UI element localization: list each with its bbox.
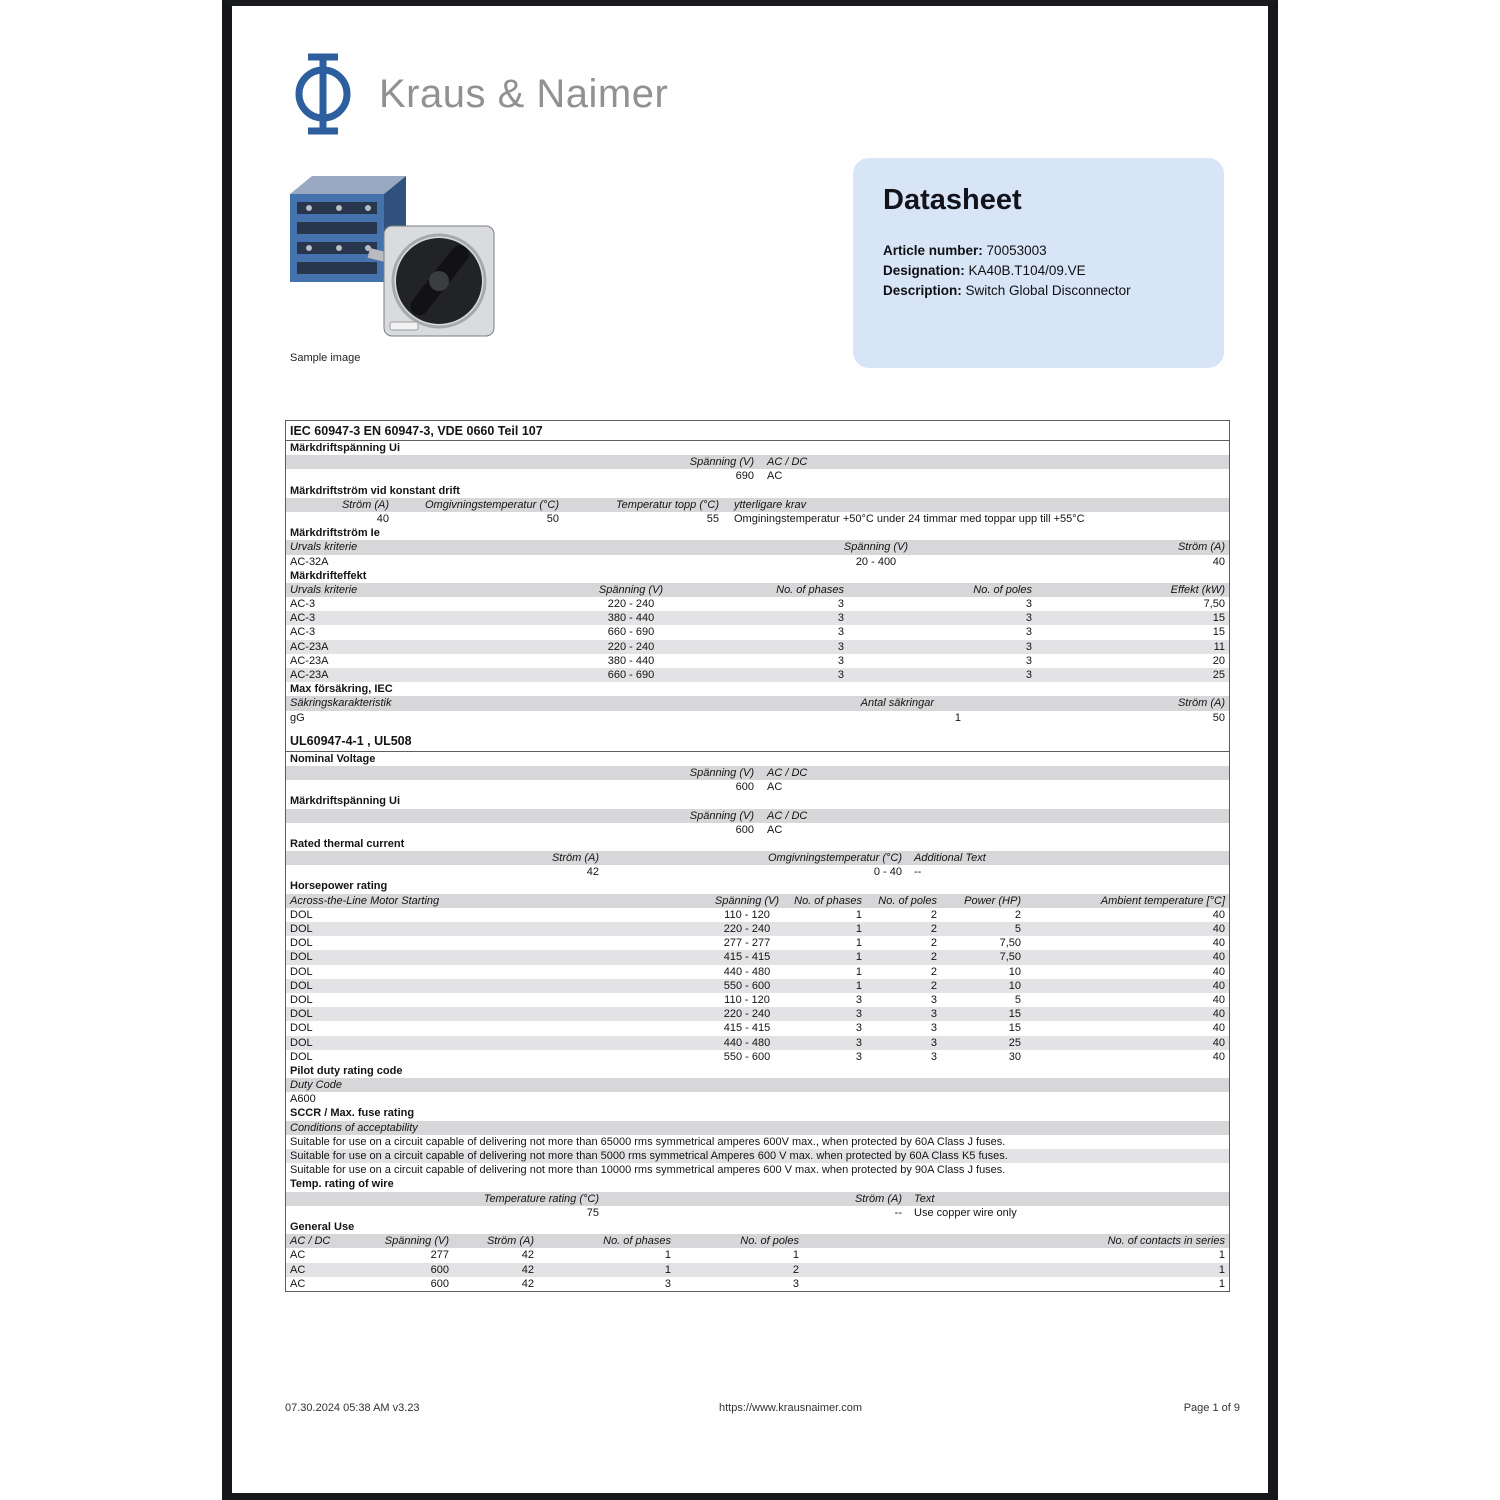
col-header: AC / DC (290, 1235, 331, 1248)
cell: 3 (664, 1277, 671, 1290)
cell: 600 (735, 781, 754, 794)
col-header: Spänning (V) (689, 766, 754, 779)
cell: 42 (521, 1249, 534, 1262)
col-header: Additional Text (914, 852, 986, 865)
sccr-condition-row (286, 1149, 1229, 1163)
cell: 1 (855, 965, 862, 978)
cell: 380 - 440 (607, 654, 655, 667)
col-header: Spänning (V) (384, 1235, 449, 1248)
effekt-row (286, 597, 1229, 611)
cell: 2 (930, 923, 937, 935)
cell: 10 (1008, 979, 1021, 992)
col-header: Ström (A) (1177, 697, 1225, 710)
section-heading-markdriftstrom-ie (286, 526, 1229, 540)
heading-label: Nominal Voltage (290, 752, 376, 765)
title-label: IEC 60947-3 EN 60947-3, VDE 0660 Teil 107 (290, 424, 543, 438)
cell: 11 (1213, 640, 1225, 653)
col-header: No. of poles (878, 894, 937, 907)
cell: 690 (735, 470, 754, 483)
col-header: Text (914, 1192, 935, 1205)
cell: 2 (930, 937, 937, 950)
sccr-rows (286, 1135, 1229, 1178)
cell: 3 (837, 669, 844, 681)
brand-name: Kraus & Naimer (379, 71, 669, 116)
effekt-row (286, 625, 1229, 639)
column-header-row (286, 809, 1229, 823)
cell: 2 (1014, 908, 1021, 921)
cell: 3 (855, 1008, 862, 1021)
cell: 3 (1025, 669, 1032, 681)
cell: 42 (586, 866, 599, 879)
cell: 42 (521, 1277, 534, 1290)
website-link[interactable]: https://www.krausnaimer.com (719, 1402, 863, 1414)
section-heading-rated-thermal (286, 837, 1229, 851)
general-use-rows (286, 1248, 1229, 1291)
cell: 50 (546, 512, 559, 525)
cell: 5 (1014, 993, 1021, 1006)
cell: 40 (1212, 923, 1225, 935)
horsepower-row (286, 1050, 1229, 1064)
horsepower-row (286, 1036, 1229, 1050)
col-header: Ström (A) (486, 1235, 534, 1248)
column-header-row (286, 540, 1229, 554)
cell: DOL (290, 993, 313, 1006)
col-header: Spänning (V) (689, 809, 754, 822)
cell: 40 (1212, 1036, 1225, 1049)
sccr-condition-row (286, 1163, 1229, 1177)
cell: DOL (290, 965, 313, 978)
cell: 3 (1025, 640, 1032, 653)
cell: 415 - 415 (723, 951, 771, 964)
cell: Use copper wire only (914, 1206, 1017, 1219)
cell: DOL (290, 1036, 313, 1049)
value-row (286, 865, 1229, 879)
column-header-row (286, 1234, 1229, 1248)
cell: 1 (1218, 1263, 1225, 1276)
col-header: Spänning (V) (714, 894, 780, 907)
cell: Omginingstemperatur +50°C under 24 timmar med toppar upp till +55°C (734, 512, 1085, 525)
horsepower-row (286, 965, 1229, 979)
cell: 40 (1212, 979, 1225, 992)
section-heading-markdriftspanning-ui (286, 441, 1229, 455)
cell: 3 (1025, 598, 1032, 611)
cell: 40 (376, 512, 389, 525)
col-header: No. of phases (603, 1235, 671, 1248)
heading-label: Temp. rating of wire (290, 1178, 394, 1191)
cell: 40 (1212, 965, 1225, 978)
horsepower-row (286, 1007, 1229, 1021)
article-number-field (883, 241, 1194, 261)
cell: AC-3 (290, 612, 316, 625)
cell: 75 (586, 1206, 599, 1219)
cell: AC (290, 1249, 306, 1262)
cell: 1 (855, 951, 862, 964)
heading-label: Märkdriftspänning Ui (290, 442, 401, 454)
cell: 55 (706, 512, 719, 525)
cell: AC-23A (290, 669, 329, 681)
cell: 40 (1212, 993, 1225, 1006)
cell: 660 - 690 (607, 669, 655, 681)
cell: 2 (792, 1263, 799, 1276)
horsepower-row (286, 1021, 1229, 1035)
col-header: Temperatur topp (°C) (615, 498, 719, 511)
col-header: Ström (A) (1177, 541, 1225, 554)
horsepower-row (286, 993, 1229, 1007)
cell: AC (767, 823, 783, 836)
cell: 15 (1212, 612, 1225, 625)
description-label: Description: (883, 283, 962, 298)
col-header: No. of phases (794, 894, 862, 907)
cell: 3 (837, 598, 844, 611)
cell: 3 (1025, 626, 1032, 639)
cell: 40 (1212, 555, 1225, 568)
cell: 1 (1218, 1249, 1225, 1262)
article-number-value: 70053003 (986, 243, 1047, 258)
cell: 415 - 415 (723, 1022, 771, 1035)
col-header: Temperature rating (°C) (483, 1192, 599, 1205)
cell: 1 (855, 908, 862, 921)
heading-label: Pilot duty rating code (290, 1064, 403, 1077)
sccr-condition-row (286, 1135, 1229, 1149)
cell: -- (894, 1206, 902, 1219)
col-header: AC / DC (767, 766, 808, 779)
cell: 40 (1212, 1050, 1225, 1063)
cell: 1 (664, 1249, 671, 1262)
cell: 550 - 600 (723, 1050, 771, 1063)
designation-field (883, 261, 1194, 281)
column-header-row (286, 1192, 1229, 1206)
cell: 15 (1008, 1008, 1021, 1021)
cell: 1 (1218, 1277, 1225, 1290)
col-header: Spänning (V) (689, 456, 754, 469)
cell: 3 (855, 1036, 862, 1049)
cell: 380 - 440 (607, 612, 655, 625)
cell: 7,50 (999, 951, 1021, 964)
cell: 440 - 480 (723, 1036, 771, 1049)
brand-logo-phi-icon (287, 52, 359, 136)
cell: Suitable for use on a circuit capable of delivering not more than 65000 rms symmetrical amperes 600V max., when protected by 60A Class J fuses. (290, 1135, 1006, 1148)
horsepower-rows (286, 908, 1229, 1064)
heading-label: Max försäkring, IEC (290, 683, 393, 696)
cell: 600 (430, 1263, 449, 1276)
cell: 2 (930, 908, 937, 921)
value-row (286, 823, 1229, 837)
cell: 1 (792, 1249, 799, 1262)
heading-label: SCCR / Max. fuse rating (290, 1107, 415, 1120)
cell: 660 - 690 (607, 626, 655, 639)
heading-label: Märkdriftström Ie (290, 527, 380, 540)
col-header: AC / DC (767, 456, 808, 469)
page-number: Page 1 of 9 (1183, 1402, 1240, 1414)
col-header: AC / DC (767, 809, 808, 822)
cell: 3 (1025, 612, 1032, 625)
column-header-row (286, 851, 1229, 865)
column-header-row (286, 1121, 1229, 1135)
cell: 1 (855, 979, 862, 992)
cell: 3 (930, 1050, 937, 1063)
cell: 3 (855, 1022, 862, 1035)
article-number-label: Article number: (883, 243, 983, 258)
cell: AC-32A (290, 555, 329, 568)
cell: 110 - 120 (724, 993, 770, 1006)
section-heading-horsepower (286, 879, 1229, 893)
effekt-row (286, 640, 1229, 654)
datasheet-page (232, 6, 1268, 1493)
col-header: No. of poles (740, 1235, 799, 1248)
cell: 277 - 277 (723, 937, 771, 950)
cell: AC (767, 781, 783, 794)
cell: 1 (855, 937, 862, 950)
cell: 1 (664, 1263, 671, 1276)
cell: 110 - 120 (724, 908, 770, 921)
cell: 40 (1212, 1022, 1225, 1035)
cell: 5 (1014, 923, 1021, 935)
cell: Suitable for use on a circuit capable of delivering not more than 5000 rms symmetrical Amperes 600 V max. when protected by 60A Class K5 fuses. (290, 1150, 1008, 1162)
datasheet-card (853, 158, 1224, 368)
designation-label: Designation: (883, 263, 965, 278)
col-header: Omgivningstemperatur (°C) (425, 498, 559, 511)
value-row (286, 1092, 1229, 1106)
heading-label: Märkdriftström vid konstant drift (290, 484, 460, 497)
cell: DOL (290, 937, 313, 950)
cell: 42 (521, 1263, 534, 1276)
value-row (286, 711, 1229, 725)
section-heading-konstant-drift (286, 484, 1229, 498)
page-footer (232, 1402, 1268, 1418)
section-heading-nominal-voltage (286, 752, 1229, 766)
cell: 440 - 480 (723, 965, 771, 978)
cell: 10 (1008, 965, 1021, 978)
cell: AC-3 (290, 598, 316, 611)
cell: 20 - 400 (855, 555, 897, 568)
cell: AC (290, 1263, 306, 1276)
cell: -- (914, 866, 922, 879)
cell: 40 (1212, 937, 1225, 950)
cell: 600 (735, 823, 754, 836)
heading-label: General Use (290, 1220, 355, 1233)
cell: 3 (930, 993, 937, 1006)
col-header: Antal säkringar (860, 697, 934, 710)
cell: gG (290, 711, 305, 724)
col-header: No. of contacts in series (1107, 1235, 1225, 1248)
cell: AC (290, 1277, 306, 1290)
section-heading-pilot-duty (286, 1064, 1229, 1078)
heading-label: Märkdriftspänning Ui (290, 795, 401, 808)
column-header-row (286, 1078, 1229, 1092)
col-header: Spänning (V) (843, 541, 909, 554)
cell: 3 (837, 612, 844, 625)
section-heading-sccr (286, 1106, 1229, 1120)
product-image (284, 164, 499, 349)
cell: 3 (1025, 654, 1032, 667)
sample-image-caption: Sample image (290, 352, 361, 364)
section-heading-wire-temp (286, 1177, 1229, 1191)
cell: AC (767, 470, 783, 483)
cell: DOL (290, 1022, 313, 1035)
cell: 50 (1212, 711, 1225, 724)
effekt-row (286, 611, 1229, 625)
horsepower-row (286, 922, 1229, 936)
column-header-row (286, 455, 1229, 469)
col-header: Across-the-Line Motor Starting (290, 894, 440, 907)
cell: 3 (855, 1050, 862, 1063)
cell: 25 (1008, 1036, 1021, 1049)
cell: 1 (855, 923, 862, 935)
cell: 15 (1212, 626, 1225, 639)
cell: DOL (290, 908, 313, 921)
section-heading-general-use (286, 1220, 1229, 1234)
col-header: Säkringskarakteristik (290, 697, 392, 710)
value-row (286, 1206, 1229, 1220)
cell: 3 (837, 626, 844, 639)
spec-table (285, 420, 1230, 1292)
effekt-row (286, 668, 1229, 682)
general-use-row (286, 1248, 1229, 1262)
heading-label: Horsepower rating (290, 880, 388, 893)
cell: 3 (930, 1036, 937, 1049)
cell: AC-23A (290, 654, 329, 667)
col-header: Ström (A) (341, 498, 389, 511)
cell: DOL (290, 1050, 313, 1063)
col-header: No. of phases (776, 583, 844, 596)
cell: 15 (1008, 1022, 1021, 1035)
description-field (883, 281, 1194, 301)
card-title: Datasheet (883, 184, 1022, 216)
cell: 40 (1212, 951, 1225, 964)
col-header: Conditions of acceptability (290, 1121, 418, 1134)
col-header: Spänning (V) (598, 583, 664, 596)
cell: 220 - 240 (723, 1008, 771, 1021)
title-label: UL60947-4-1 , UL508 (290, 733, 412, 748)
cell: 220 - 240 (607, 598, 655, 611)
designation-value: KA40B.T104/09.VE (968, 263, 1086, 278)
cell: 40 (1212, 908, 1225, 921)
cell: 3 (837, 654, 844, 667)
col-header: Urvals kriterie (290, 583, 358, 596)
general-use-row (286, 1277, 1229, 1291)
cell: 550 - 600 (723, 979, 771, 992)
effekt-rows (286, 597, 1229, 682)
section-heading-ul-markdriftspanning (286, 794, 1229, 808)
column-header-row (286, 894, 1229, 908)
value-row (286, 512, 1229, 526)
cell: 25 (1212, 669, 1225, 681)
column-header-row (286, 696, 1229, 710)
cell: 220 - 240 (607, 640, 655, 653)
cell: 3 (837, 640, 844, 653)
col-header: Ström (A) (551, 852, 599, 865)
cell: 7,50 (1203, 598, 1225, 611)
cell: DOL (290, 951, 313, 964)
cell: 2 (930, 965, 937, 978)
cell: 600 (430, 1277, 449, 1290)
cell: 0 - 40 (873, 866, 902, 879)
col-header: Omgivningstemperatur (°C) (768, 852, 902, 865)
column-header-row (286, 766, 1229, 780)
cell: 3 (792, 1277, 799, 1290)
cell: 1 (954, 711, 961, 724)
description-value: Switch Global Disconnector (965, 283, 1131, 298)
cell: 40 (1212, 1008, 1225, 1021)
horsepower-row (286, 908, 1229, 922)
cell: DOL (290, 979, 313, 992)
ul-standard-title (286, 725, 1229, 752)
cell: 3 (930, 1008, 937, 1021)
heading-label: Märkdrifteffekt (290, 569, 367, 582)
cell: AC-23A (290, 640, 329, 653)
col-header: ytterligare krav (734, 498, 807, 511)
effekt-row (286, 654, 1229, 668)
section-heading-max-forsakring (286, 682, 1229, 696)
brand-header (287, 52, 668, 136)
value-row (286, 469, 1229, 483)
cell: 277 (430, 1249, 449, 1262)
column-header-row (286, 498, 1229, 512)
col-header: Effekt (kW) (1170, 583, 1225, 596)
horsepower-row (286, 950, 1229, 964)
iec-standard-title (286, 421, 1229, 441)
cell: A600 (290, 1093, 316, 1106)
section-heading-markdrifteffekt (286, 569, 1229, 583)
cell: 7,50 (999, 937, 1021, 950)
generation-timestamp: 07.30.2024 05:38 AM v3.23 (285, 1402, 420, 1414)
col-header: Duty Code (290, 1079, 342, 1092)
value-row (286, 555, 1229, 569)
col-header: Ambient temperature [°C] (1100, 894, 1225, 907)
col-header: Power (HP) (964, 894, 1021, 907)
cell: 20 (1212, 654, 1225, 667)
cell: 2 (930, 979, 937, 992)
cell: AC-3 (290, 626, 316, 639)
cell: 220 - 240 (723, 923, 771, 935)
cell: DOL (290, 1008, 313, 1021)
horsepower-row (286, 979, 1229, 993)
cell: 30 (1008, 1050, 1021, 1063)
value-row (286, 780, 1229, 794)
cell: DOL (290, 923, 313, 935)
cell: 3 (930, 1022, 937, 1035)
cell: 3 (855, 993, 862, 1006)
heading-label: Rated thermal current (290, 837, 405, 850)
col-header: No. of poles (973, 583, 1032, 596)
cell: Suitable for use on a circuit capable of delivering not more than 10000 rms symmetrical amperes 600 V max. when protected by 90A Class J fuses. (290, 1164, 1006, 1177)
col-header: Ström (A) (854, 1192, 902, 1205)
column-header-row (286, 583, 1229, 597)
horsepower-row (286, 936, 1229, 950)
general-use-row (286, 1263, 1229, 1277)
cell: 2 (930, 951, 937, 964)
col-header: Urvals kriterie (290, 541, 358, 554)
